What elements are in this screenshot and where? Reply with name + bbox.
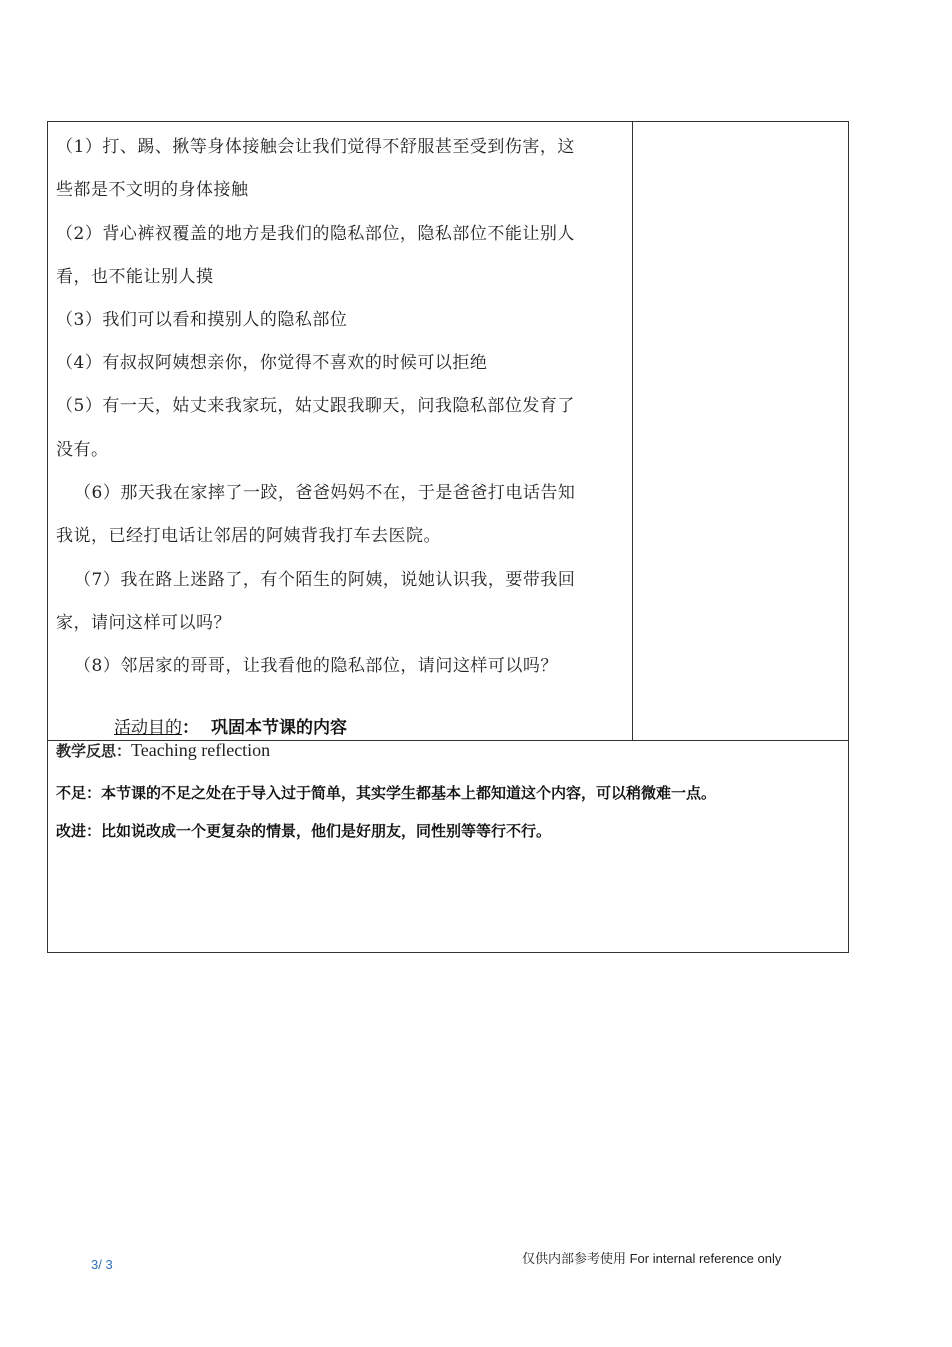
purpose-text: 巩固本节课的内容 xyxy=(211,718,347,738)
activity-table-row xyxy=(47,121,849,741)
activity-content-cell xyxy=(48,122,633,740)
content-line-3: （2）背心裤衩覆盖的地方是我们的隐私部位，隐私部位不能让别人 xyxy=(56,224,575,244)
content-line-11: （7）我在路上迷路了，有个陌生的阿姨，说她认识我，要带我回 xyxy=(74,570,576,590)
reflection-table-row xyxy=(47,740,849,953)
content-line-10: 我说，已经打电话让邻居的阿姨背我打车去医院。 xyxy=(56,526,441,546)
content-line-13: （8）邻居家的哥哥，让我看他的隐私部位，请问这样可以吗？ xyxy=(74,656,558,676)
content-line-12: 家，请问这样可以吗？ xyxy=(56,613,231,633)
content-line-7: （5）有一天，姑丈来我家玩，姑丈跟我聊天，问我隐私部位发育了 xyxy=(56,396,575,416)
content-line-1: （1）打、踢、揪等身体接触会让我们觉得不舒服甚至受到伤害，这 xyxy=(56,137,575,157)
content-line-9: （6）那天我在家摔了一跤，爸爸妈妈不在，于是爸爸打电话告知 xyxy=(74,483,576,503)
content-line-2: 些都是不文明的身体接触 xyxy=(56,180,249,200)
page-number: 3/ 3 xyxy=(91,1257,113,1272)
content-line-8: 没有。 xyxy=(56,440,109,460)
footer-note: 仅供内部参考使用 For internal reference only xyxy=(522,1251,782,1266)
purpose-colon: ： xyxy=(182,718,199,738)
reflection-improvement: 改进：比如说改成一个更复杂的情景，他们是好朋友，同性别等等行不行。 xyxy=(56,822,552,840)
activity-purpose xyxy=(114,713,347,738)
reflection-shortcoming: 不足：本节课的不足之处在于导入过于简单，其实学生都基本上都知道这个内容，可以稍微难一点。 xyxy=(56,784,717,802)
reflection-title-cn: 教学反思： xyxy=(56,742,132,760)
content-line-6: （4）有叔叔阿姨想亲你，你觉得不喜欢的时候可以拒绝 xyxy=(56,353,488,373)
activity-notes-cell xyxy=(633,122,848,740)
content-line-5: （3）我们可以看和摸别人的隐私部位 xyxy=(56,310,348,330)
purpose-label: 活动目的 xyxy=(114,718,182,738)
reflection-title-en: Teaching reflection xyxy=(131,740,271,760)
reflection-title xyxy=(56,740,270,761)
content-line-4: 看，也不能让别人摸 xyxy=(56,267,214,287)
